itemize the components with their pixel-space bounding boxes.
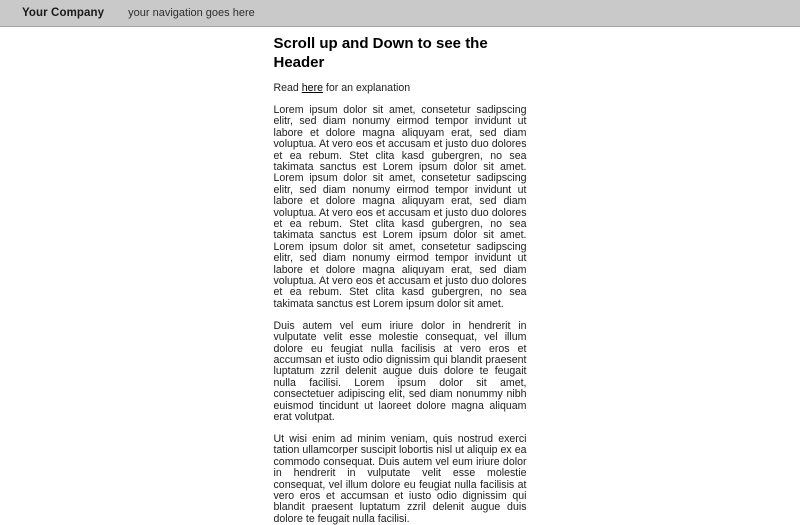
intro-line [274, 83, 527, 94]
explanation-link[interactable]: here [301, 82, 323, 94]
intro-suffix: for an explanation [322, 82, 411, 94]
lorem-paragraph-1: Lorem ipsum dolor sit amet, consetetur sadipscing elitr, sed diam nonumy eirmod tempor invidunt ut labore et dolore magna aliquyam erat, sed diam voluptua. At vero eos et accusam et justo duo dolores et ea rebum. Stet clita kasd gubergren, no sea takimata sanctus est Lorem ipsum dolor sit amet. Lorem ipsum dolor sit amet, consetetur sadipscing elitr, sed diam nonumy eirmod tempor invidunt ut labore et dolore magna aliquyam erat, sed diam voluptua. At vero eos et accusam et justo duo dolores et ea rebum. Stet clita kasd gubergren, no sea takimata sanctus est Lorem ipsum dolor sit amet. Lorem ipsum dolor sit amet, consetetur sadipscing elitr, sed diam nonumy eirmod tempor invidunt ut labore et dolore magna aliquyam erat, sed diam voluptua. At vero eos et accusam et justo duo dolores et ea rebum. Stet clita kasd gubergren, no sea takimata sanctus est Lorem ipsum dolor sit amet. [273, 103, 527, 310]
intro-prefix: Read [273, 82, 302, 94]
company-name: Your Company [22, 7, 105, 19]
lorem-paragraph-2: Duis autem vel eum iriure dolor in hendrerit in vulputate velit esse molestie consequat, vel illum dolore eu feugiat nulla facilisis at vero eros et accumsan et iusto odio dignissim qui blandit praesent luptatum zzril delenit augue duis dolore te feugait nulla facilisi. Lorem ipsum dolor sit amet, consectetuer adipiscing elit, sed diam nonummy nibh euismod tincidunt ut laoreet dolore magna aliquam erat volutpat. [273, 319, 527, 423]
page-title: Scroll up and Down to see the Header [273, 35, 488, 71]
main-content [274, 34, 527, 525]
lorem-paragraph-3: Ut wisi enim ad minim veniam, quis nostrud exerci tation ullamcorper suscipit lobortis nisl ut aliquip ex ea commodo consequat. Duis autem vel eum iriure dolor in hendrerit in vulputate velit esse molestie consequat, vel illum dolore eu feugiat nulla facilisis at vero eros et accumsan et iusto odio dignissim qui blandit praesent luptatum zzril delenit augue duis dolore te feugait nulla facilisi. [273, 432, 527, 525]
nav-placeholder-text: your navigation goes here [128, 7, 255, 19]
page-header [0, 0, 800, 27]
